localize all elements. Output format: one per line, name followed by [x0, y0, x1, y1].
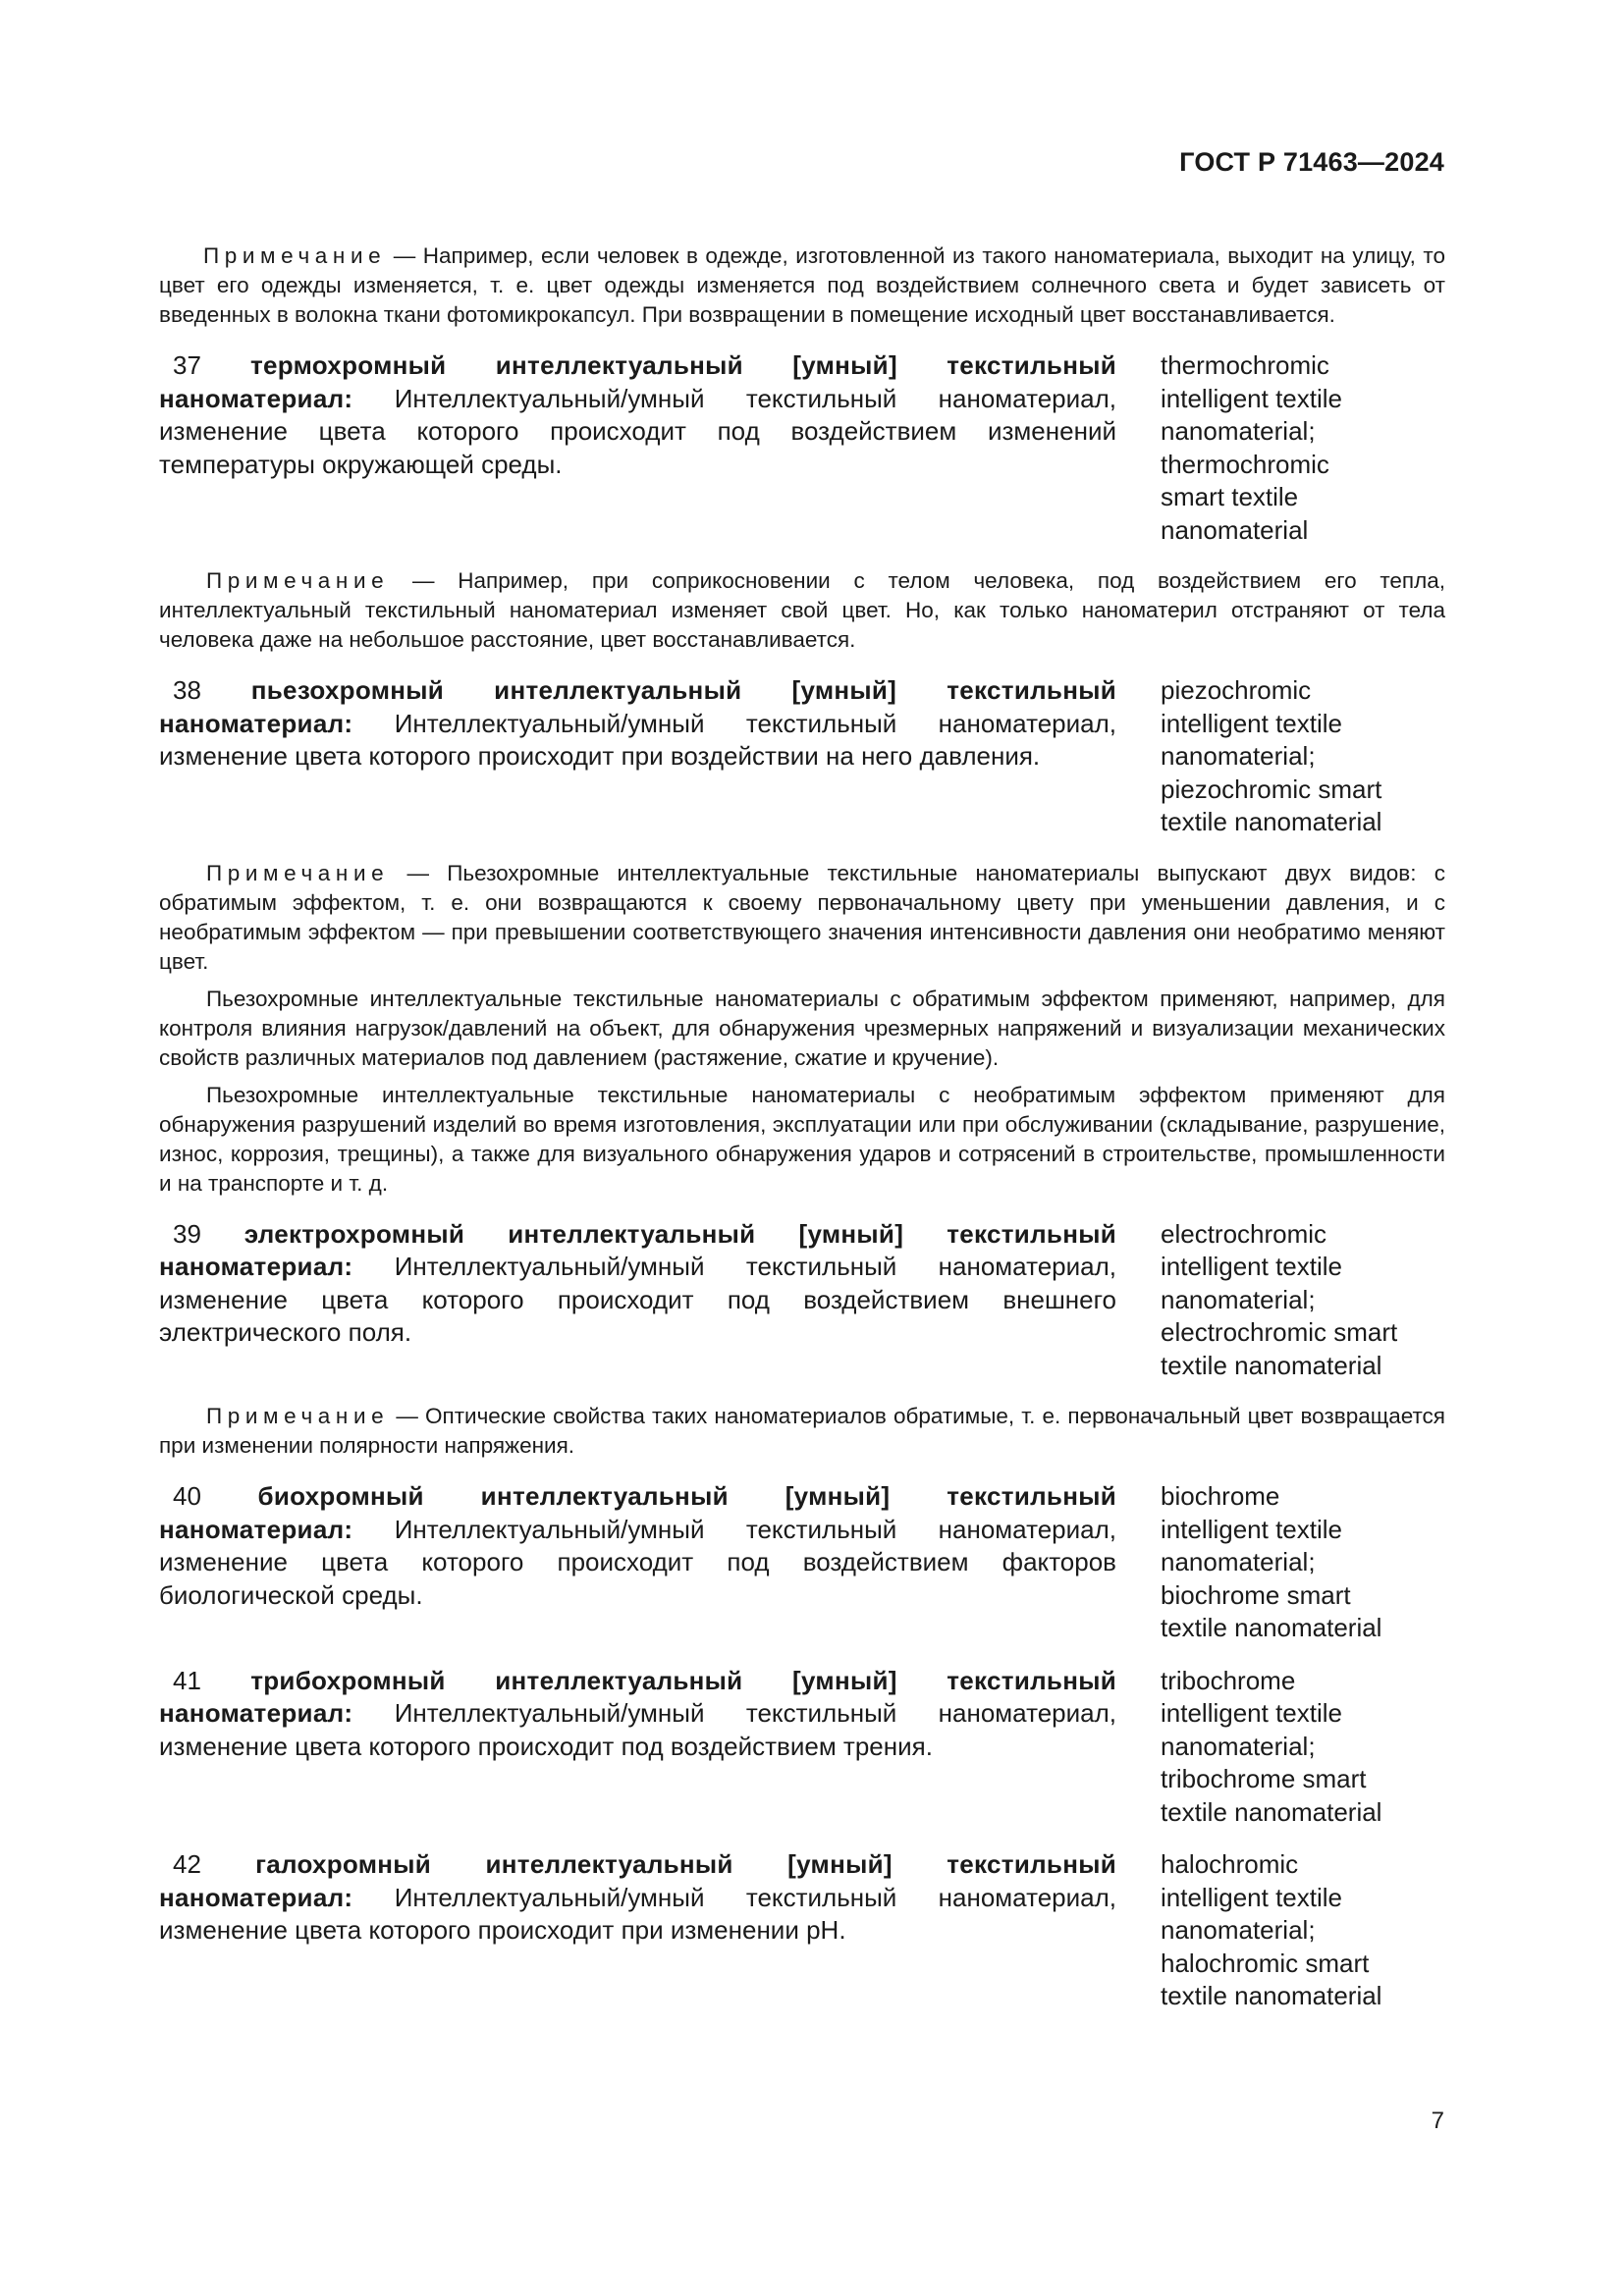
- english-line: nanomaterial;: [1161, 1284, 1316, 1314]
- term-number: 38: [173, 675, 201, 705]
- term-definition-text: Интеллектуальный/умный текстильный наноматериал, изменение цвета которого происходит при изменении pH.: [159, 1882, 1116, 1945]
- english-line: electrochromic smart: [1161, 1317, 1398, 1347]
- note-term-38: [159, 859, 1445, 977]
- term-english-equivalent: [1161, 349, 1445, 547]
- note-label: Примечание: [206, 1404, 390, 1428]
- english-line: halochromic: [1161, 1849, 1299, 1879]
- english-line: nanomaterial;: [1161, 1731, 1316, 1761]
- note-term-39: [159, 1402, 1445, 1461]
- term-number: 41: [173, 1665, 201, 1695]
- english-line: biochrome: [1161, 1481, 1280, 1511]
- note-paragraph: Пьезохромные интеллектуальные текстильные наноматериалы с обратимым эффектом применяют, например, для контроля влияния нагрузок/давлений на объект, для обнаружения чрезмерных напряжений и визуализации механических свойств различных материалов под давлением (растяжение, сжатие и кручение).: [159, 986, 1445, 1070]
- term-english-equivalent: [1161, 674, 1445, 839]
- term-definition: [159, 1218, 1116, 1350]
- english-line: textile nanomaterial: [1161, 1613, 1382, 1642]
- term-english-equivalent: [1161, 1848, 1445, 2013]
- note-text: — Например, если человек в одежде, изготовленной из такого наноматериала, выходит на улицу, то цвет его одежды изменяется, т. е. цвет одежды изменяется под воздействием солнечного света и будет зависеть от введенных в волокна ткани фотомикрокапсул. При возвращении в помещение исходный цвет восстанавливается.: [159, 243, 1445, 327]
- term-definition: [159, 1480, 1116, 1612]
- term-english-equivalent: [1161, 1665, 1445, 1830]
- term-definition-text: Интеллектуальный/умный текстильный наноматериал, изменение цвета которого происходит под воздействием внешнего электрического поля.: [159, 1252, 1116, 1347]
- english-line: nanomaterial: [1161, 514, 1309, 545]
- english-line: nanomaterial;: [1161, 1547, 1316, 1576]
- note-text: — Например, при соприкосновении с телом человека, под воздействием его тепла, интеллектуальный текстильный наноматериал изменяет свой цвет. Но, как только наноматерил отстраняют от тела человека даже на небольшое расстояние, цвет восстанавливается.: [159, 568, 1445, 652]
- term-entry-40: [159, 1480, 1445, 1645]
- page-number: 7: [1431, 2108, 1444, 2134]
- term-name: галохромный интеллектуальный [умный] текстильный наноматериал:: [159, 1849, 1116, 1912]
- term-name: электрохромный интеллектуальный [умный] текстильный наноматериал:: [159, 1218, 1116, 1281]
- term-definition: [159, 1665, 1116, 1764]
- english-line: thermochromic: [1161, 350, 1329, 380]
- term-name: трибохромный интеллектуальный [умный] текстильный наноматериал:: [159, 1665, 1116, 1728]
- page-content: [159, 241, 1445, 2013]
- note-label: Примечание: [206, 568, 390, 593]
- term-entry-38: [159, 674, 1445, 839]
- english-line: intelligent textile: [1161, 708, 1342, 738]
- term-definition-text: Интеллектуальный/умный текстильный наноматериал, изменение цвета которого происходит под воздействием факторов биологической среды.: [159, 1514, 1116, 1610]
- english-line: intelligent textile: [1161, 1252, 1342, 1281]
- term-name: термохромный интеллектуальный [умный] текстильный наноматериал:: [159, 350, 1116, 413]
- note-text: — Оптические свойства таких наноматериалов обратимые, т. е. первоначальный цвет возвращается при изменении полярности напряжения.: [159, 1404, 1445, 1458]
- english-line: textile nanomaterial: [1161, 807, 1382, 836]
- english-line: intelligent textile: [1161, 383, 1342, 413]
- english-line: piezochromic smart: [1161, 774, 1382, 804]
- term-definition-text: Интеллектуальный/умный текстильный наноматериал, изменение цвета которого происходит под воздействием изменений температуры окружающей среды.: [159, 383, 1116, 479]
- term-definition-text: Интеллектуальный/умный текстильный наноматериал, изменение цвета которого происходит под воздействием трения.: [159, 1698, 1116, 1761]
- english-line: textile nanomaterial: [1161, 1350, 1382, 1380]
- english-line: textile nanomaterial: [1161, 1981, 1382, 2010]
- english-line: intelligent textile: [1161, 1882, 1342, 1912]
- english-line: piezochromic: [1161, 675, 1312, 705]
- english-line: nanomaterial;: [1161, 416, 1316, 446]
- term-entry-39: [159, 1218, 1445, 1383]
- term-english-equivalent: [1161, 1218, 1445, 1383]
- note-intro: [159, 241, 1445, 330]
- note-term-37: [159, 566, 1445, 655]
- note-text: — Пьезохромные интеллектуальные текстильные наноматериалы выпускают двух видов: с обратимым эффектом, т. е. они возвращаются к своему первоначальному цвету при уменьшении давления, и с необратимым эффектом — при превышении соответствующего значения интенсивности давления они необратимо меняют цвет.: [159, 860, 1445, 974]
- standard-code-header: ГОСТ Р 71463—2024: [1179, 147, 1444, 177]
- note-paragraph: Пьезохромные интеллектуальные текстильные наноматериалы с необратимым эффектом применяют для обнаружения разрушений изделий во время изготовления, эксплуатации или при обслуживании (складывание, разрушение, износ, коррозия, трещины), а также для визуального обнаружения ударов и сотрясений в строительстве, промышленности и на транспорте и т. д.: [159, 1082, 1445, 1196]
- english-line: thermochromic: [1161, 449, 1329, 479]
- english-line: textile nanomaterial: [1161, 1796, 1382, 1827]
- term-number: 37: [173, 350, 201, 380]
- term-name: пьезохромный интеллектуальный [умный] текстильный наноматериал:: [159, 675, 1117, 738]
- term-definition-text: Интеллектуальный/умный текстильный наноматериал, изменение цвета которого происходит при воздействии на него давления.: [159, 708, 1116, 771]
- term-definition: [159, 349, 1116, 481]
- english-line: intelligent textile: [1161, 1698, 1342, 1728]
- english-line: nanomaterial;: [1161, 1915, 1316, 1945]
- term-name: биохромный интеллектуальный [умный] текстильный наноматериал:: [159, 1481, 1116, 1544]
- term-definition: [159, 1848, 1116, 1948]
- english-line: tribochrome smart: [1161, 1764, 1367, 1793]
- term-definition: [159, 674, 1116, 774]
- note-label: Примечание: [203, 243, 387, 268]
- english-line: tribochrome: [1161, 1665, 1296, 1695]
- term-entry-37: [159, 349, 1445, 547]
- english-line: smart textile: [1161, 482, 1299, 511]
- note-label: Примечание: [206, 860, 390, 885]
- term-entry-41: [159, 1665, 1445, 1830]
- term-entry-42: [159, 1848, 1445, 2013]
- english-line: intelligent textile: [1161, 1514, 1342, 1544]
- english-line: electrochromic: [1161, 1218, 1327, 1249]
- term-number: 39: [173, 1218, 201, 1249]
- term-english-equivalent: [1161, 1480, 1445, 1645]
- english-line: biochrome smart: [1161, 1579, 1351, 1610]
- term-number: 42: [173, 1849, 201, 1879]
- english-line: nanomaterial;: [1161, 741, 1316, 771]
- english-line: halochromic smart: [1161, 1948, 1370, 1978]
- term-number: 40: [173, 1481, 201, 1511]
